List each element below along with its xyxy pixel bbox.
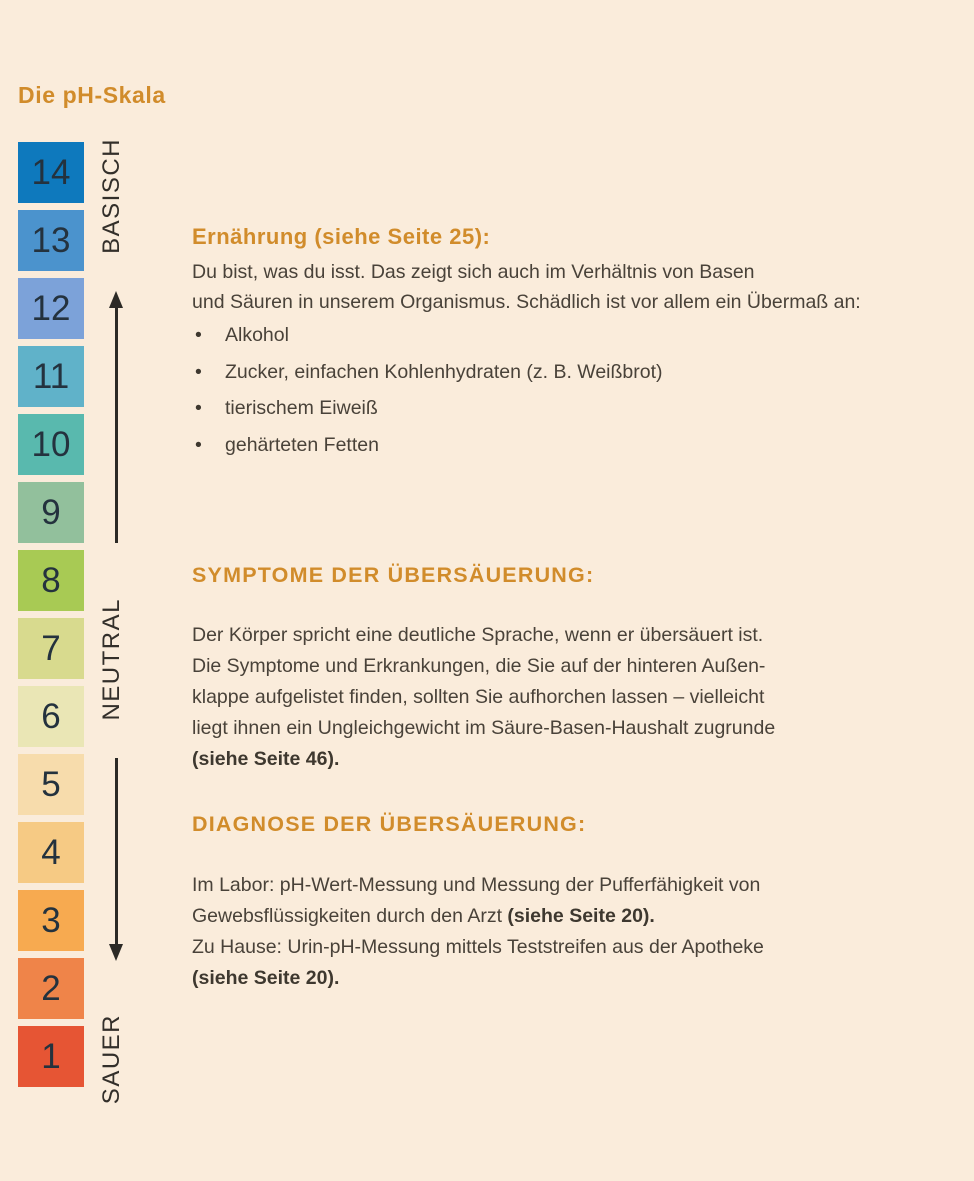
label-basisch: BASISCH <box>98 138 125 254</box>
list-item-label: gehärteten Fetten <box>225 433 379 456</box>
bullet-icon: • <box>195 397 202 419</box>
ph-scale-value: 13 <box>31 221 71 260</box>
text-line: Im Labor: pH-Wert-Messung und Messung der Pufferfähigkeit von <box>192 874 761 896</box>
ph-scale-box-11 <box>18 346 84 407</box>
arrow-down-icon <box>109 944 123 961</box>
list-item <box>192 362 663 383</box>
ph-scale <box>18 142 84 1087</box>
ph-scale-value: 9 <box>41 493 61 532</box>
ph-scale-value: 8 <box>41 561 61 600</box>
list-item-label: Alkohol <box>225 324 289 346</box>
ph-scale-box-7 <box>18 618 84 679</box>
ph-scale-box-3 <box>18 890 84 951</box>
arrow-down-shaft <box>115 758 118 946</box>
paragraph-symptome <box>192 620 775 775</box>
ph-scale-value: 12 <box>31 289 71 328</box>
ph-scale-value: 10 <box>31 425 71 464</box>
text-line: Die Symptome und Erkrankungen, die Sie auf der hinteren Außen- <box>192 655 766 677</box>
text-line: Du bist, was du isst. Das zeigt sich auch im Verhältnis von Basen <box>192 261 755 283</box>
paragraph-diagnose <box>192 870 764 994</box>
bullet-icon: • <box>195 433 202 456</box>
ph-scale-value: 7 <box>41 629 61 668</box>
ph-scale-box-8 <box>18 550 84 611</box>
page-reference: (siehe Seite 20). <box>507 905 655 927</box>
ph-scale-value: 4 <box>41 833 61 872</box>
ph-scale-value: 5 <box>41 765 61 804</box>
ph-scale-value: 3 <box>41 901 61 940</box>
ph-scale-box-10 <box>18 414 84 475</box>
heading-diagnose: DIAGNOSE DER ÜBERSÄUERUNG: <box>192 812 587 836</box>
list-item <box>192 325 663 346</box>
bullet-icon: • <box>195 360 202 383</box>
text-line: Der Körper spricht eine deutliche Sprache, wenn er übersäuert ist. <box>192 624 764 646</box>
arrow-up-shaft <box>115 306 118 543</box>
heading-symptome: SYMPTOME DER ÜBERSÄUERUNG: <box>192 563 595 587</box>
ph-scale-box-12 <box>18 278 84 339</box>
page-title: Die pH-Skala <box>18 82 166 108</box>
paragraph-ernaehrung <box>192 257 861 317</box>
list-item-label: tierischem Eiweiß <box>225 397 378 419</box>
list-item-label: Zucker, einfachen Kohlenhydraten (z. B. Weißbrot) <box>225 360 663 383</box>
ph-scale-box-1 <box>18 1026 84 1087</box>
page-reference: (siehe Seite 46). <box>192 748 340 770</box>
list-item <box>192 398 663 419</box>
label-neutral: NEUTRAL <box>98 598 125 721</box>
text-line: liegt ihnen ein Ungleichgewicht im Säure-Basen-Haushalt zugrunde <box>192 717 776 739</box>
ph-scale-box-5 <box>18 754 84 815</box>
ph-scale-box-9 <box>18 482 84 543</box>
text-segment: Gewebsflüssigkeiten durch den Arzt <box>192 905 508 927</box>
bullet-icon: • <box>195 324 202 346</box>
heading-ernaehrung: Ernährung (siehe Seite 25): <box>192 224 491 249</box>
ph-scale-value: 11 <box>32 357 70 396</box>
ph-scale-value: 2 <box>41 969 61 1008</box>
text-line: Zu Hause: Urin-pH-Messung mittels Teststreifen aus der Apotheke <box>192 936 764 958</box>
ph-scale-box-13 <box>18 210 84 271</box>
bullet-list <box>192 325 663 471</box>
list-item <box>192 435 663 456</box>
ph-scale-box-4 <box>18 822 84 883</box>
text-line: und Säuren in unserem Organismus. Schädlich ist vor allem ein Übermaß an: <box>192 291 861 313</box>
text-line: klappe aufgelistet finden, sollten Sie aufhorchen lassen – vielleicht <box>192 686 765 708</box>
ph-scale-value: 1 <box>41 1037 61 1076</box>
ph-scale-value: 14 <box>31 153 71 192</box>
ph-scale-box-2 <box>18 958 84 1019</box>
ph-scale-box-6 <box>18 686 84 747</box>
label-sauer: SAUER <box>98 1014 125 1105</box>
page-reference: (siehe Seite 20). <box>192 967 340 989</box>
text-line <box>192 901 764 932</box>
ph-scale-value: 6 <box>41 697 61 736</box>
ph-scale-box-14 <box>18 142 84 203</box>
